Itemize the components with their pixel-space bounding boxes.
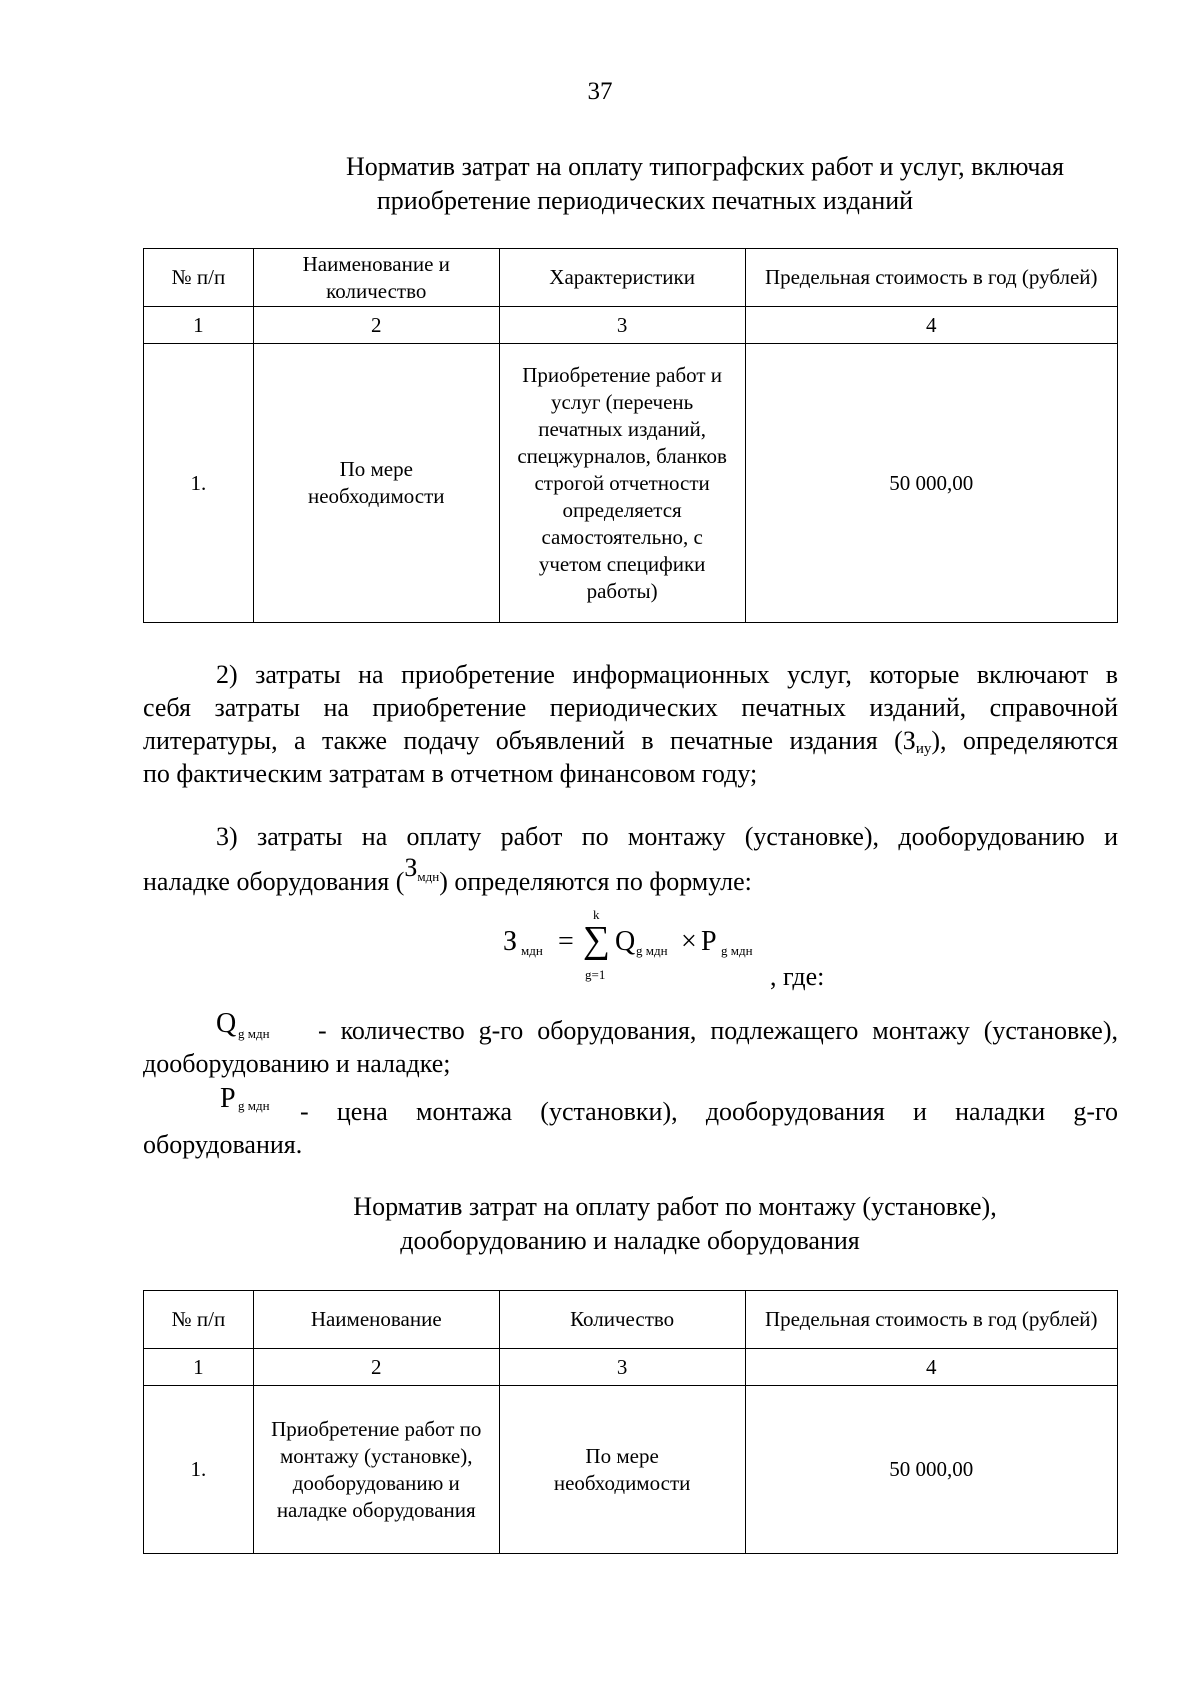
row-cost: 50 000,00 [745,1386,1117,1554]
section2-title [130,1190,1130,1258]
table-row [144,344,1118,623]
section2-title-line2: дооборудованию и наладке оборудования [400,1226,860,1255]
header-number: № п/п [144,249,254,307]
definition-p-line1 [300,1095,1118,1128]
paragraph2-line3-start: литературы, а также подачу объявлений в печатные издания (З [143,726,916,755]
header-name: Наименование [253,1291,499,1349]
paragraph2-line3-sub: иу [915,741,932,757]
paragraph3-symbol: З [404,853,418,882]
column-number: 1 [144,307,254,344]
paragraph2-line4: по фактическим затратам в отчетном финансовом году; [143,759,758,788]
section1-title-line2: приобретение периодических печатных изданий [376,186,914,215]
paragraph3-line2-start: наладке оборудования ( [143,867,405,896]
cost-formula [503,908,783,988]
section2-title-line1: Норматив затрат на оплату работ по монтажу (установке), [353,1192,997,1221]
table-header-row [144,1291,1118,1349]
definition-q-sub: g мдн [238,1026,270,1041]
formula-q: Q [615,926,636,957]
row-number: 1. [144,344,254,623]
column-numbers-row [144,1349,1118,1386]
column-number: 3 [499,1349,745,1386]
definition-q-symbol: Q [216,1008,237,1039]
formula-lhs-sub: мдн [521,943,543,958]
header-name-quantity: Наименование и количество [253,249,499,307]
definition-p-sub: g мдн [238,1098,270,1113]
row-quantity: По мере необходимости [499,1386,745,1554]
printing-costs-table [143,248,1118,623]
formula-sum-lower: g=1 [585,967,606,982]
paragraph2-line3-end: ), определяются [931,726,1119,755]
header-quantity: Количество [499,1291,745,1349]
paragraph2-line1: 2) затраты на приобретение информационных услуг, которые включают в [216,660,1118,689]
definition-q-line1 [318,1014,1118,1047]
definition-p-text: - цена монтажа (установки), дооборудования и наладки g-го [300,1097,1118,1126]
table-header-row [144,249,1118,307]
installation-costs-table [143,1290,1118,1554]
column-number: 1 [144,1349,254,1386]
formula-p-sub: g мдн [721,943,753,958]
formula-lhs: З [503,926,518,957]
row-characteristics: Приобретение работ и услуг (перечень печатных изданий, спецжурналов, бланков строгой отчетности определяется самостоятельно, с учетом специфики работы) [499,344,745,623]
definition-q-line2: дооборудованию и наладке; [143,1049,451,1078]
table-row [144,1386,1118,1554]
formula-p: P [701,926,717,957]
column-number: 4 [745,307,1117,344]
formula-times: × [681,926,697,957]
paragraph2-line2: себя затраты на приобретение периодических печатных изданий, справочной [143,693,1118,722]
page-number: 37 [587,78,613,105]
header-max-cost: Предельная стоимость в год (рублей) [745,1291,1117,1349]
row-cost: 50 000,00 [745,344,1117,623]
paragraph-information-services [143,658,1118,790]
column-number: 2 [253,1349,499,1386]
paragraph3-symbol-sub: мдн [417,869,440,884]
paragraph3-line2 [143,853,1118,904]
paragraph3-line1: 3) затраты на оплату работ по монтажу (установке), дооборудованию и [216,822,1118,851]
paragraph3-line2-end: ) определяются по формуле: [439,867,752,896]
definition-p-symbol: P [220,1083,236,1114]
column-number: 3 [499,307,745,344]
section1-title-line1: Норматив затрат на оплату типографских работ и услуг, включая [345,152,1065,181]
definition-p-line2: оборудования. [143,1130,303,1159]
row-number: 1. [144,1386,254,1554]
header-number: № п/п [144,1291,254,1349]
formula-sum-upper: k [593,907,600,922]
row-name: По мере необходимости [253,344,499,623]
formula-where: , где: [770,962,825,991]
row-name: Приобретение работ по монтажу (установке), дооборудованию и наладке оборудования [253,1386,499,1554]
paragraph-installation-costs [143,820,1118,853]
definition-q-text: - количество g-го оборудования, подлежащего монтажу (установке), [318,1016,1118,1045]
section1-title [130,150,1130,218]
column-number: 4 [745,1349,1117,1386]
formula-sum-sign: ∑ [583,919,611,961]
header-max-cost: Предельная стоимость в год (рублей) [745,249,1117,307]
column-numbers-row [144,307,1118,344]
formula-q-sub: g мдн [636,943,668,958]
formula-equals: = [558,926,574,957]
header-characteristics: Характеристики [499,249,745,307]
column-number: 2 [253,307,499,344]
